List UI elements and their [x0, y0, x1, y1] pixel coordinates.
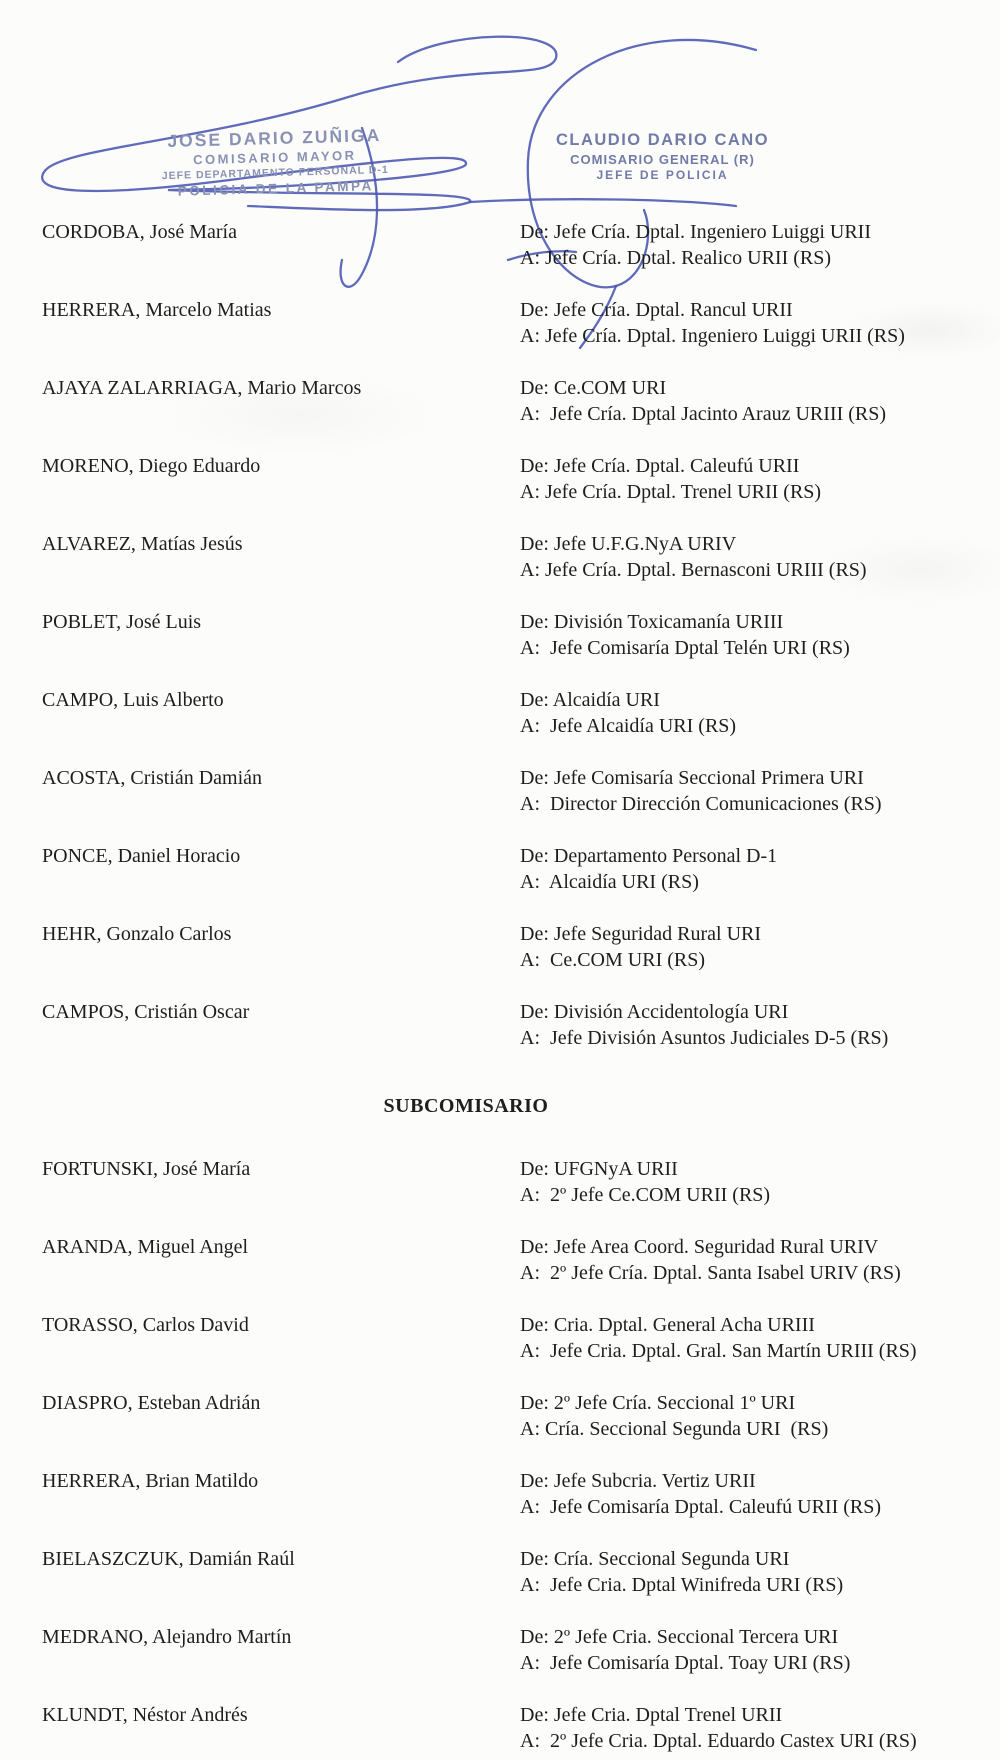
transfer-to: A: Jefe Cria. Dptal. Gral. San Martín URIII (RS) [520, 1340, 917, 1362]
transfer-from: De: 2º Jefe Cría. Seccional 1º URI [520, 1392, 796, 1414]
officer-name: POBLET, José Luis [42, 611, 202, 633]
officer-name: BIELASZCZUK, Damián Raúl [42, 1548, 295, 1570]
transfer-from: De: Jefe Seguridad Rural URI [520, 923, 762, 945]
transfer-detail [520, 609, 972, 661]
roster-entry [42, 1624, 972, 1676]
transfer-to: A: Jefe Cría. Dptal. Realico URII (RS) [520, 247, 832, 269]
transfer-detail [520, 999, 972, 1051]
transfer-detail [520, 297, 972, 349]
roster-entry [42, 1546, 972, 1598]
roster-entry [42, 1312, 972, 1364]
officer-name: MORENO, Diego Eduardo [42, 455, 261, 477]
officer-name: KLUNDT, Néstor Andrés [42, 1704, 248, 1726]
roster-comisario [42, 219, 972, 1077]
transfer-to: A: 2º Jefe Cría. Dptal. Santa Isabel URIV (RS) [520, 1262, 901, 1284]
transfer-detail [520, 1234, 972, 1286]
transfer-from: De: UFGNyA URII [520, 1158, 678, 1180]
roster-entry [42, 297, 972, 349]
roster-entry [42, 999, 972, 1051]
roster-entry [42, 375, 972, 427]
officer-name: ARANDA, Miguel Angel [42, 1236, 249, 1258]
transfer-detail [520, 1546, 972, 1598]
transfer-to: A: Jefe Comisaría Dptal. Toay URI (RS) [520, 1652, 851, 1674]
roster-entry [42, 453, 972, 505]
stamp-right-name: CLAUDIO DARIO CANO [555, 131, 770, 149]
transfer-from: De: 2º Jefe Cria. Seccional Tercera URI [520, 1626, 839, 1648]
transfer-detail [520, 1624, 972, 1676]
transfer-from: De: Ce.COM URI [520, 377, 667, 399]
transfer-from: De: Cría. Seccional Segunda URI [520, 1548, 790, 1570]
officer-name: CORDOBA, José María [42, 221, 237, 243]
transfer-to: A: Jefe Alcaidía URI (RS) [520, 715, 737, 737]
roster-entry [42, 609, 972, 661]
transfer-from: De: Jefe Cria. Dptal Trenel URII [520, 1704, 783, 1726]
stamp-left-name: JOSE DARIO ZUÑIGA [167, 125, 382, 151]
roster-entry [42, 531, 972, 583]
roster-entry [42, 1468, 972, 1520]
stamp-jefe-de-policia [520, 130, 805, 182]
transfer-from: De: División Toxicamanía URIII [520, 611, 784, 633]
officer-name: CAMPO, Luis Alberto [42, 689, 224, 711]
transfer-detail [520, 687, 972, 739]
roster-entry [42, 1390, 972, 1442]
stamp-right-rank: COMISARIO GENERAL (R) [570, 152, 755, 167]
transfer-to: A: 2º Jefe Ce.COM URII (RS) [520, 1184, 771, 1206]
transfer-detail [520, 843, 972, 895]
transfer-to: A: Jefe Cría. Dptal Jacinto Arauz URIII (RS) [520, 403, 887, 425]
transfer-to: A: Jefe Cría. Dptal. Ingeniero Luiggi URII (RS) [520, 325, 905, 347]
transfer-from: De: Jefe Comisaría Seccional Primera URI [520, 767, 864, 789]
officer-name: HEHR, Gonzalo Carlos [42, 923, 232, 945]
transfer-from: De: División Accidentología URI [520, 1001, 789, 1023]
transfer-from: De: Jefe Cría. Dptal. Ingeniero Luiggi URII [520, 221, 872, 243]
transfer-detail [520, 765, 972, 817]
transfer-to: A: Jefe División Asuntos Judiciales D-5 (RS) [520, 1027, 889, 1049]
roster-entry [42, 219, 972, 271]
roster-entry [42, 1234, 972, 1286]
transfer-detail [520, 1312, 972, 1364]
transfer-to: A: Cría. Seccional Segunda URI (RS) [520, 1418, 829, 1440]
rank-section-header: SUBCOMISARIO [383, 1095, 549, 1117]
transfer-to: A: Jefe Comisaría Dptal Telén URI (RS) [520, 637, 850, 659]
transfer-from: De: Jefe U.F.G.NyA URIV [520, 533, 737, 555]
officer-name: ALVAREZ, Matías Jesús [42, 533, 243, 555]
officer-name: ACOSTA, Cristián Damián [42, 767, 263, 789]
stamp-left-rank: COMISARIO MAYOR [192, 147, 357, 168]
transfer-to: A: Jefe Comisaría Dptal. Caleufú URII (RS) [520, 1496, 882, 1518]
roster-entry [42, 1702, 972, 1754]
transfer-from: De: Alcaidía URI [520, 689, 660, 711]
transfer-detail [520, 1702, 972, 1754]
roster-entry [42, 921, 972, 973]
stamp-left-title: JEFE DEPARTAMENTO PERSONAL D-1 [161, 163, 389, 183]
transfer-to: A: Director Dirección Comunicaciones (RS) [520, 793, 882, 815]
transfer-detail [520, 1156, 972, 1208]
officer-name: AJAYA ZALARRIAGA, Mario Marcos [42, 377, 362, 399]
transfer-from: De: Jefe Subcria. Vertiz URII [520, 1470, 756, 1492]
transfer-from: De: Jefe Cría. Dptal. Caleufú URII [520, 455, 800, 477]
transfer-from: De: Cria. Dptal. General Acha URIII [520, 1314, 815, 1336]
transfer-from: De: Departamento Personal D-1 [520, 845, 778, 867]
roster-subcomisario [42, 1156, 972, 1760]
officer-name: MEDRANO, Alejandro Martín [42, 1626, 292, 1648]
stamp-jefe-departamento-personal [119, 124, 431, 202]
transfer-detail [520, 531, 972, 583]
officer-name: DIASPRO, Esteban Adrián [42, 1392, 261, 1414]
transfer-detail [520, 921, 972, 973]
transfer-to: A: Alcaidía URI (RS) [520, 871, 699, 893]
transfer-detail [520, 219, 972, 271]
roster-entry [42, 687, 972, 739]
officer-name: HERRERA, Brian Matildo [42, 1470, 259, 1492]
officer-name: TORASSO, Carlos David [42, 1314, 249, 1336]
roster-entry [42, 1156, 972, 1208]
transfer-to: A: Ce.COM URI (RS) [520, 949, 706, 971]
transfer-from: De: Jefe Area Coord. Seguridad Rural URIV [520, 1236, 879, 1258]
transfer-detail [520, 1390, 972, 1442]
officer-name: HERRERA, Marcelo Matias [42, 299, 272, 321]
transfer-to: A: Jefe Cria. Dptal Winifreda URI (RS) [520, 1574, 844, 1596]
roster-entry [42, 843, 972, 895]
transfer-detail [520, 453, 972, 505]
transfer-to: A: Jefe Cría. Dptal. Bernasconi URIII (RS) [520, 559, 867, 581]
stamp-left-force: POLICIA DE LA PAMPA [177, 178, 374, 199]
transfer-to: A: Jefe Cría. Dptal. Trenel URII (RS) [520, 481, 822, 503]
transfer-to: A: 2º Jefe Cria. Dptal. Eduardo Castex URI (RS) [520, 1730, 917, 1752]
officer-name: FORTUNSKI, José María [42, 1158, 251, 1180]
roster-entry [42, 765, 972, 817]
transfer-from: De: Jefe Cría. Dptal. Rancul URII [520, 299, 793, 321]
transfer-detail [520, 1468, 972, 1520]
stamp-right-title: JEFE DE POLICIA [596, 168, 729, 182]
transfer-detail [520, 375, 972, 427]
officer-name: CAMPOS, Cristián Oscar [42, 1001, 250, 1023]
officer-name: PONCE, Daniel Horacio [42, 845, 241, 867]
